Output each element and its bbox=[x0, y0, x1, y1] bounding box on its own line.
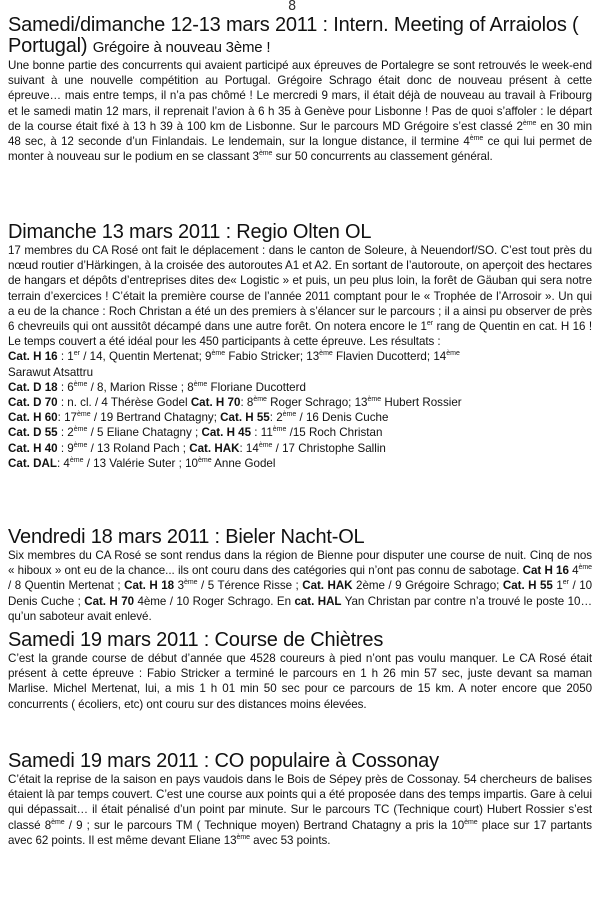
result-line: Cat. H 40 : 9ème / 13 Roland Pach ; Cat. HAK: 14ème / 17 Christophe Sallin bbox=[8, 441, 386, 455]
results-list bbox=[8, 349, 592, 471]
section-paragraph: Une bonne partie des concurrents qui avaient participé aux épreuves de Portalegre se sont retrouvés le week-end suivant à une nouvelle compétition au Portugal. Grégoire Schrago était donc de nouveau présent à cette épreuve… mais entre temps, il n’a pas chômé ! Le mercredi 9 mars, il était déjà de nouveau au travail à Fribourg et le samedi matin 12 mars, il reprenait l’avion à 6 h 35 à Genève pour Lisbonne ! Pas de quoi s’affoler : le départ de la course était fixé à 13 h 39 à 100 km de Lisbonne. Sur le parcours MD Grégoire s’est classé 2ème en 30 min 48 sec, à 12 seconde d’un Finlandais. Le lendemain, sur la longue distance, il termine 4ème ce qui lui permet de monter à nouveau sur le podium en se classant 3ème sur 50 concurrents au classement général. bbox=[8, 59, 592, 164]
section-regio-olten bbox=[8, 222, 592, 471]
section-title: Dimanche 13 mars 2011 : Regio Olten OL bbox=[8, 221, 372, 243]
result-line: Cat. DAL: 4ème / 13 Valérie Suter ; 10ème Anne Godel bbox=[8, 456, 276, 470]
result-line: Sarawut Atsattru bbox=[8, 365, 94, 379]
section-chietres bbox=[8, 630, 592, 712]
section-paragraph: C’est la grande course de début d’année que 4528 coureurs à pied n’ont pas voulu manquer. Le CA Rosé était présent à cette épreuve : Fabio Stricker a terminé le parcours en 1 h 26 min 57 sec, juste devant sa maman Marlise. Michel Mertenat, lui, a mis 1 h 01 min 50 sec pour ce parcours de 15 km. A noter encore que 2050 concurrents ( écoliers, etc) ont couru sur des distances moins élevées. bbox=[8, 652, 592, 711]
section-cossonay bbox=[8, 751, 592, 848]
section-subtitle: Grégoire à nouveau 3ème ! bbox=[92, 39, 271, 56]
result-line: Cat. D 70 : n. cl. / 4 Thérèse Godel Cat. H 70: 8ème Roger Schrago; 13ème Hubert Rossier bbox=[8, 396, 462, 410]
result-line: Cat. D 55 : 2ème / 5 Eliane Chatagny ; Cat. H 45 : 11ème /15 Roch Christan bbox=[8, 426, 383, 440]
section-title: Vendredi 18 mars 2011 : Bieler Nacht-OL bbox=[8, 526, 365, 548]
result-line: Cat. H 16 : 1er / 14, Quentin Mertenat; 9ème Fabio Stricker; 13ème Flavien Ducotterd; 14ème bbox=[8, 350, 460, 364]
result-line: Cat. H 60: 17ème / 19 Bertrand Chatagny; Cat. H 55: 2ème / 16 Denis Cuche bbox=[8, 411, 389, 425]
section-bieler-nacht-ol bbox=[8, 527, 592, 624]
section-title bbox=[8, 15, 592, 58]
section-arraiolos bbox=[8, 15, 592, 164]
section-title: Samedi 19 mars 2011 : Course de Chiètres bbox=[8, 629, 384, 651]
page-number: 8 bbox=[288, 0, 297, 14]
section-paragraph: C’était la reprise de la saison en pays vaudois dans le Bois de Sépey près de Cossonay. 54 chercheurs de balises étaient là par temps couvert. C’est une course aux points qui a été proposée dans des temps impartis. Gare à celui qui dépassait… il était pénalisé d’un point par minute. Sur le parcours TC (Technique court) Hubert Rossier s’est classé 8ème / 9 ; sur le parcours TM ( Technique moyen) Bertrand Chatagny a pris la 10ème place sur 17 partants avec 62 points. Il est même devant Eliane 13ème avec 53 points. bbox=[8, 773, 592, 847]
section-title: Samedi 19 mars 2011 : CO populaire à Cossonay bbox=[8, 750, 439, 772]
result-line: Cat. D 18 : 6ème / 8, Marion Risse ; 8ème Floriane Ducotterd bbox=[8, 380, 306, 394]
section-paragraph: Six membres du CA Rosé se sont rendus dans la région de Bienne pour disputer une course de nuit. Cinq de nos « hiboux » ont eu de la chance... ils ont couru dans des catégories qui n’ont pas connu de sabotage. Cat H 16 4ème / 8 Quentin Mertenat ; Cat. H 18 3ème / 5 Térence Risse ; Cat. HAK 2ème / 9 Grégoire Schrago; Cat. H 55 1er / 10 Denis Cuche ; Cat. H 70 4ème / 10 Roger Schrago. En cat. HAL Yan Christan par contre n’a trouvé le poste 10… qu’un saboteur avait enlevé. bbox=[8, 549, 592, 623]
section-paragraph: 17 membres du CA Rosé ont fait le déplacement : dans le canton de Soleure, à Neuendorf/SO. C’est tout près du nœud routier d’Härkingen, à la croisée des autoroutes A1 et A2. En sortant de l’autoroute, on aperçoit des hectares de hangars et dépôts d’entreprises dites de« Logistic » et puis, un peu plus loin, la forêt de Gäuban qui sera notre terrain d’exercices ! C’était la première course de l’année 2011 comptant pour le « Trophée de l’Arrosoir ». Un qui a eu de la chance : Roch Christan a été un des premiers à s’élancer sur le parcours ; il a ainsi pu observer de près 6 chevreuils qui ont aussitôt décampé dans une autre forêt. On notera encore le 1er rang de Quentin en cat. H 16 ! Le temps couvert a été idéal pour les 450 participants à cette épreuve. Les résultats : bbox=[8, 244, 592, 349]
section-title-text: Samedi/dimanche 12-13 mars 2011 : Intern. Meeting of Arraiolos ( Portugal) bbox=[8, 14, 579, 57]
